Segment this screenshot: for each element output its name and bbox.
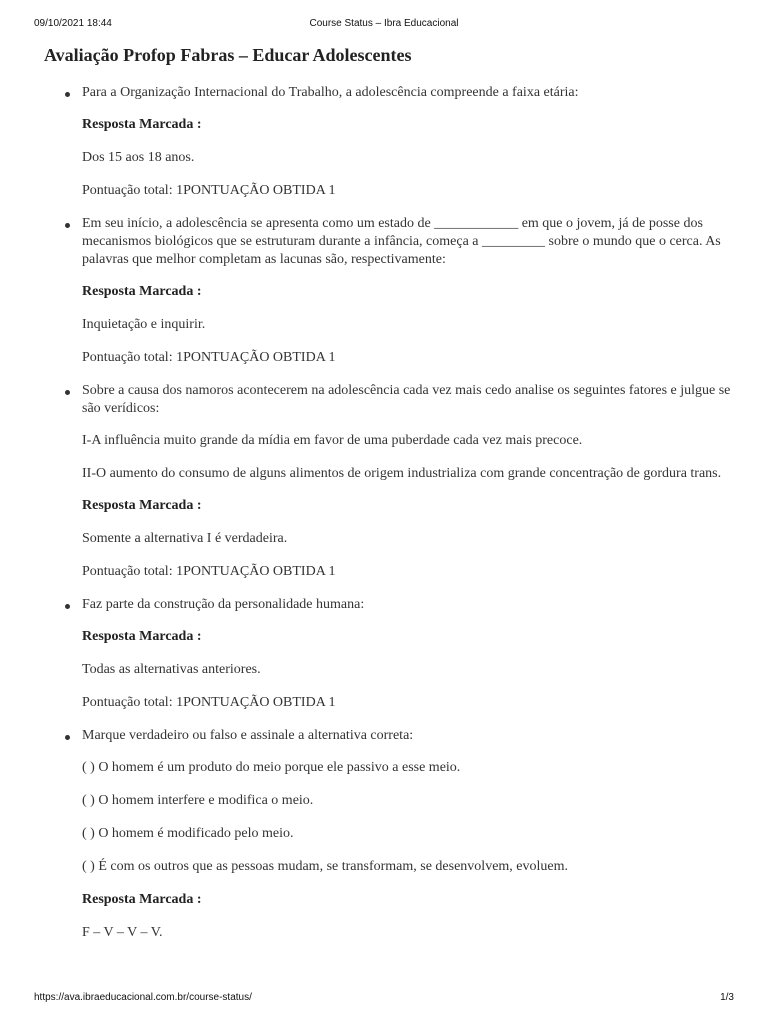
page-url-link[interactable]: https://ava.ibraeducacional.com.br/course-status/	[34, 992, 252, 1003]
bullet-icon	[65, 390, 70, 395]
page-title: Avaliação Profop Fabras – Educar Adolescentes	[44, 45, 412, 65]
question-statement: II-O aumento do consumo de alguns alimentos de origem industrializa com grande concentração de gordura trans.	[82, 466, 722, 481]
marked-answer: Dos 15 aos 18 anos.	[82, 150, 195, 165]
question-text: Para a Organização Internacional do Trabalho, a adolescência compreende a faixa etária:	[82, 85, 579, 100]
marked-answer: Inquietação e inquirir.	[82, 317, 206, 332]
question-text: Em seu início, a adolescência se apresenta como um estado de ____________ em que o jovem, já de posse dos mecanismos biológicos que se estruturam durante a infância, começa a _________ sobre o mundo que o cerca. As palavras que melhor completam as lacunas são, respectivamente:	[82, 216, 721, 267]
answer-label: Resposta Marcada :	[82, 892, 202, 907]
question-statement: ( ) O homem interfere e modifica o meio.	[82, 793, 314, 808]
print-header	[0, 18, 768, 32]
answer-label: Resposta Marcada :	[82, 284, 202, 299]
question-item-4	[82, 596, 732, 712]
question-statement: ( ) É com os outros que as pessoas mudam, se transformam, se desenvolvem, evoluem.	[82, 859, 569, 874]
question-statement: ( ) O homem é um produto do meio porque ele passivo a esse meio.	[82, 760, 461, 775]
bullet-icon	[65, 223, 70, 228]
score-text: Pontuação total: 1PONTUAÇÃO OBTIDA 1	[82, 183, 336, 198]
bullet-icon	[65, 735, 70, 740]
question-item-3	[82, 382, 732, 581]
page-number: 1/3	[720, 992, 734, 1003]
bullet-icon	[65, 604, 70, 609]
marked-answer: Todas as alternativas anteriores.	[82, 662, 261, 677]
answer-label: Resposta Marcada :	[82, 117, 202, 132]
print-footer	[0, 992, 768, 1006]
question-item-1	[82, 84, 732, 200]
answer-label: Resposta Marcada :	[82, 629, 202, 644]
question-text: Marque verdadeiro ou falso e assinale a alternativa correta:	[82, 728, 414, 743]
score-text: Pontuação total: 1PONTUAÇÃO OBTIDA 1	[82, 350, 336, 365]
question-item-2	[82, 215, 732, 367]
print-page-title: Course Status – Ibra Educacional	[309, 18, 459, 29]
question-statement: ( ) O homem é modificado pelo meio.	[82, 826, 294, 841]
marked-answer: F – V – V – V.	[82, 925, 163, 940]
score-text: Pontuação total: 1PONTUAÇÃO OBTIDA 1	[82, 564, 336, 579]
question-list	[82, 84, 732, 957]
question-text: Sobre a causa dos namoros acontecerem na adolescência cada vez mais cedo analise os seguintes fatores e julgue se são verídicos:	[82, 383, 731, 416]
marked-answer: Somente a alternativa I é verdadeira.	[82, 531, 288, 546]
answer-label: Resposta Marcada :	[82, 498, 202, 513]
question-text: Faz parte da construção da personalidade humana:	[82, 597, 365, 612]
question-statement: I-A influência muito grande da mídia em favor de uma puberdade cada vez mais precoce.	[82, 433, 583, 448]
print-datetime: 09/10/2021 18:44	[34, 18, 112, 29]
question-item-5	[82, 727, 732, 942]
bullet-icon	[65, 92, 70, 97]
score-text: Pontuação total: 1PONTUAÇÃO OBTIDA 1	[82, 695, 336, 710]
